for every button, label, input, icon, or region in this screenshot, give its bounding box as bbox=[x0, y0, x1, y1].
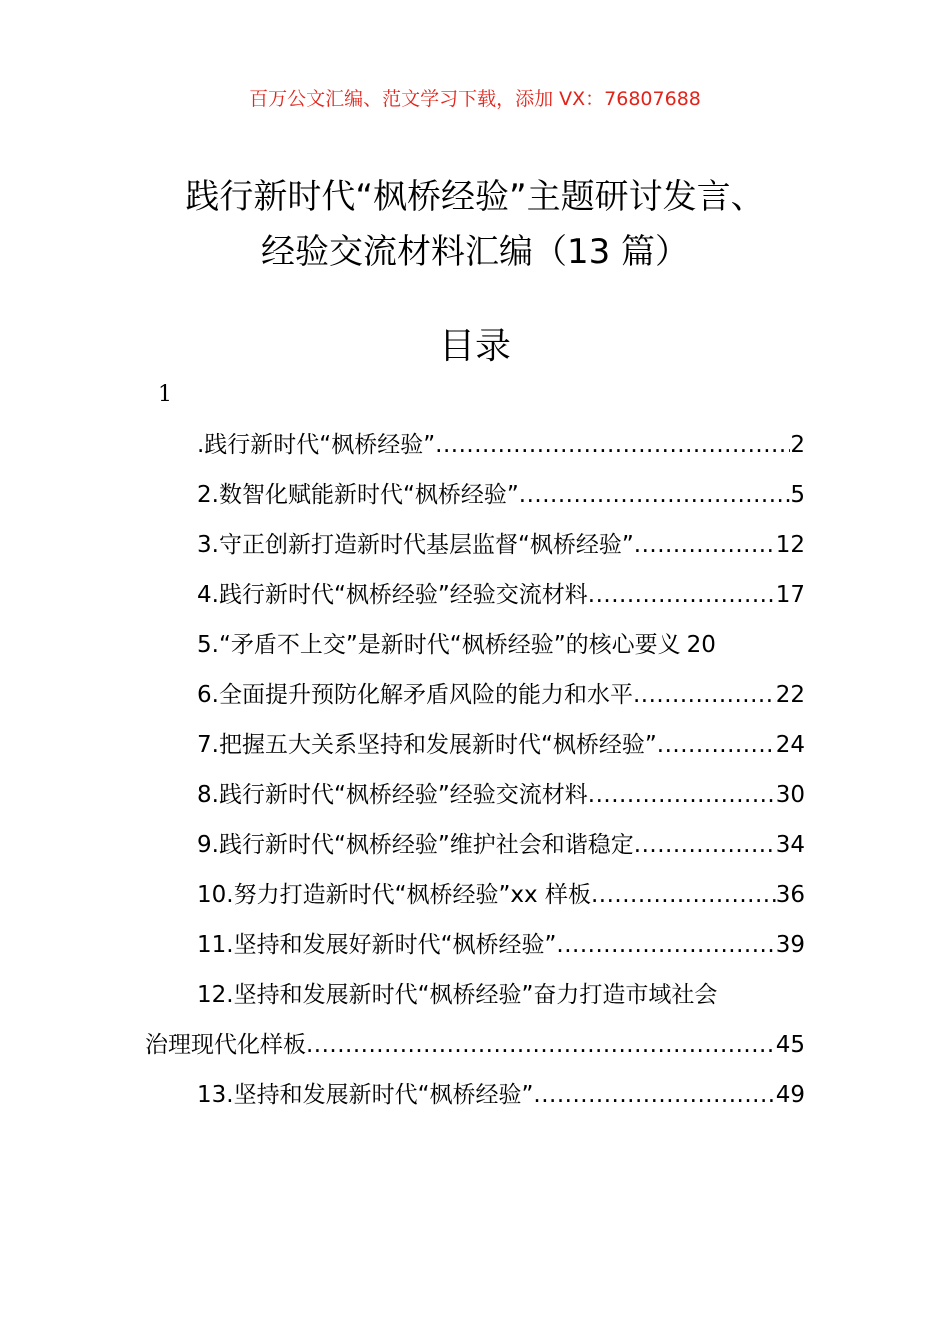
toc-entry-12[interactable] bbox=[145, 970, 805, 1020]
toc-entry-page: 2 bbox=[790, 432, 805, 458]
document-title bbox=[0, 170, 950, 280]
toc-entry-title-line-2: 治理现代化样板 bbox=[145, 1032, 306, 1058]
toc-entry-title: 2.数智化赋能新时代“枫桥经验” bbox=[197, 482, 519, 508]
toc-entry-title: 4.践行新时代“枫桥经验”经验交流材料 bbox=[197, 582, 588, 608]
toc-leader-dots bbox=[591, 870, 776, 920]
toc-entry-page: 34 bbox=[775, 832, 805, 858]
toc-entry-page: 22 bbox=[775, 682, 805, 708]
toc-leader-dots bbox=[306, 1020, 776, 1070]
toc-leader-dots bbox=[556, 920, 775, 970]
toc-entry-4[interactable] bbox=[145, 570, 805, 620]
toc-entry-page: 20 bbox=[686, 632, 716, 658]
toc-entry-2[interactable] bbox=[145, 470, 805, 520]
toc-entry-page: 17 bbox=[775, 582, 805, 608]
toc-entry-page: 12 bbox=[775, 532, 805, 558]
toc-entry-title: .践行新时代“枫桥经验” bbox=[197, 432, 436, 458]
toc-entry-title: 5.“矛盾不上交”是新时代“枫桥经验”的核心要义 bbox=[197, 632, 681, 658]
toc-entry-8[interactable] bbox=[145, 770, 805, 820]
toc-entry-page: 39 bbox=[775, 932, 805, 958]
document-title-line-1: 践行新时代“枫桥经验”主题研讨发言、 bbox=[185, 177, 765, 217]
page-number: 1 bbox=[158, 382, 172, 407]
toc-entry-3[interactable] bbox=[145, 520, 805, 570]
toc-leader-dots bbox=[634, 820, 776, 870]
toc-entry-11[interactable] bbox=[145, 920, 805, 970]
toc-entry-6[interactable] bbox=[145, 670, 805, 720]
table-of-contents bbox=[145, 420, 805, 1120]
toc-leader-dots bbox=[657, 720, 776, 770]
toc-entry-title-line-1: 12.坚持和发展新时代“枫桥经验”奋力打造市域社会 bbox=[197, 982, 718, 1008]
toc-entry-10[interactable] bbox=[145, 870, 805, 920]
toc-entry-page: 30 bbox=[775, 782, 805, 808]
toc-leader-dots bbox=[533, 1070, 775, 1120]
toc-leader-dots bbox=[633, 670, 776, 720]
toc-entry-12-continued[interactable] bbox=[145, 1020, 805, 1070]
toc-entry-title: 6.全面提升预防化解矛盾风险的能力和水平 bbox=[197, 682, 633, 708]
document-title-line-2: 经验交流材料汇编（13 篇） bbox=[260, 232, 690, 272]
toc-entry-page: 49 bbox=[775, 1082, 805, 1108]
toc-entry-page: 5 bbox=[790, 482, 805, 508]
toc-entry-page: 36 bbox=[775, 882, 805, 908]
toc-leader-dots bbox=[588, 570, 776, 620]
toc-entry-page: 45 bbox=[775, 1032, 805, 1058]
toc-entry-1[interactable] bbox=[145, 420, 805, 470]
toc-entry-9[interactable] bbox=[145, 820, 805, 870]
toc-leader-dots bbox=[519, 470, 791, 520]
toc-entry-13[interactable] bbox=[145, 1070, 805, 1120]
toc-entry-title: 3.守正创新打造新时代基层监督“枫桥经验” bbox=[197, 532, 634, 558]
toc-entry-5[interactable] bbox=[145, 620, 805, 670]
watermark-banner: 百万公文汇编、范文学习下载，添加 VX：76807688 bbox=[249, 88, 701, 110]
toc-leader-dots bbox=[435, 420, 790, 470]
toc-entry-title: 7.把握五大关系坚持和发展新时代“枫桥经验” bbox=[197, 732, 657, 758]
toc-entry-title: 8.践行新时代“枫桥经验”经验交流材料 bbox=[197, 782, 588, 808]
toc-entry-title: 10.努力打造新时代“枫桥经验”xx 样板 bbox=[197, 882, 591, 908]
toc-leader-dots bbox=[634, 520, 776, 570]
toc-entry-7[interactable] bbox=[145, 720, 805, 770]
toc-entry-page: 24 bbox=[775, 732, 805, 758]
toc-leader-dots bbox=[588, 770, 776, 820]
toc-heading: 目录 bbox=[438, 326, 511, 367]
toc-entry-title: 13.坚持和发展新时代“枫桥经验” bbox=[197, 1082, 534, 1108]
toc-entry-title: 9.践行新时代“枫桥经验”维护社会和谐稳定 bbox=[197, 832, 634, 858]
toc-entry-title: 11.坚持和发展好新时代“枫桥经验” bbox=[197, 932, 557, 958]
